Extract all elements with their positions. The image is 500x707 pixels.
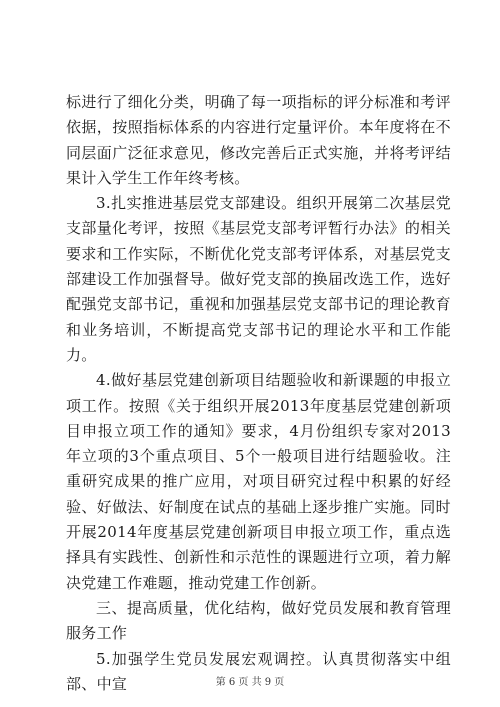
paragraph-item-3: 3.扎实推进基层党支部建设。组织开展第二次基层党支部量化考评，按照《基层党支部考评暂行办法》的相关要求和工作实际，不断优化党支部考评体系，对基层党支部建设工作加强督导。做好党支部的换届改选工作，选好配强党支部书记，重视和加强基层党支部书记的理论教育和业务培训，不断提高党支部书记的理论水平和工作能力。 (66, 194, 451, 364)
section-heading-3: 三、提高质量，优化结构，做好党员发展和教育管理服务工作 (66, 598, 451, 643)
page-number-label: 第 6 页 共 9 页 (215, 677, 285, 688)
paragraph-item-5: 5.加强学生党员发展宏观调控。认真贯彻落实中组部、中宣 (66, 649, 451, 693)
paragraph-continuation: 标进行了细化分类，明确了每一项指标的评分标准和考评依据，按照指标体系的内容进行定量评价。本年度将在不同层面广泛征求意见，修改完善后正式实施，并将考评结果计入学生工作年终考核。 (66, 93, 451, 187)
document-body (66, 90, 451, 697)
page-footer (0, 676, 500, 690)
paragraph-item-4: 4.做好基层党建创新项目结题验收和新课题的申报立项工作。按照《关于组织开展2013年度基层党建创新项目申报立项工作的通知》要求，4月份组织专家对2013年立项的3个重点项目、5个一般项目进行结题验收。注重研究成果的推广应用，对项目研究过程中积累的好经验、好做法、好制度在试点的基础上逐步推广实施。同时开展2014年度基层党建创新项目申报立项工作，重点选择具有实践性、创新性和示范性的课题进行立项，着力解决党建工作难题，推动党建工作创新。 (66, 371, 451, 592)
